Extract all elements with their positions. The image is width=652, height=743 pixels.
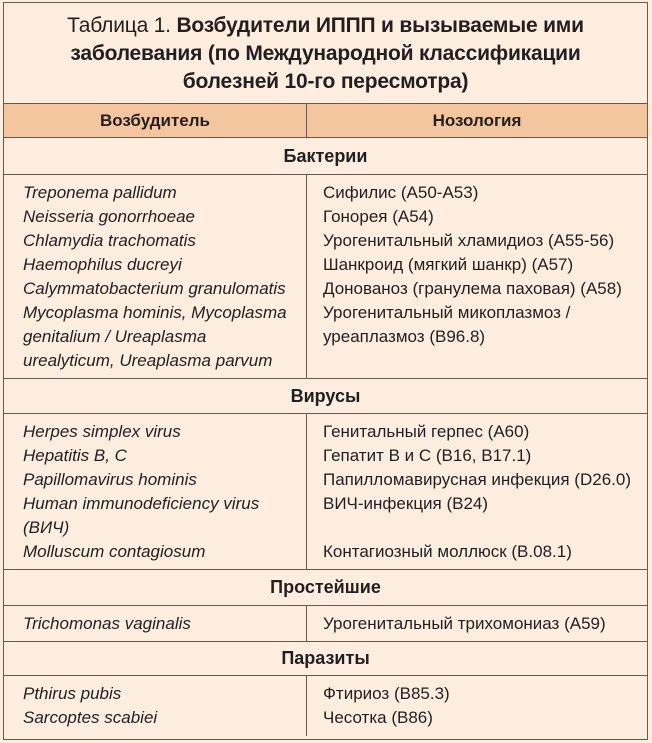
table: [3, 2, 648, 740]
pathogen-line: Pthirus pubis: [23, 684, 122, 703]
title-line-1: Возбудители ИППП и вызываемые ими: [176, 14, 584, 37]
pathogen-line: Neisseria gonorrhoeae: [23, 207, 195, 226]
pathogen-line: (ВИЧ): [23, 518, 70, 537]
nosology-cell: [307, 606, 647, 641]
nosology-cell: [307, 414, 647, 569]
pathogen-line: urealyticum, Ureaplasma parvum: [23, 351, 273, 370]
pathogen-cell: [4, 606, 307, 641]
nosology-line: ВИЧ-инфекция (В24): [323, 494, 489, 513]
table-row: [4, 676, 647, 736]
section-heading: Простейшие: [4, 570, 647, 606]
pathogen-line: Treponema pallidum: [23, 183, 177, 202]
nosology-line: Контагиозный моллюск (В.08.1): [323, 542, 572, 561]
pathogen-line: Herpes simplex virus: [23, 422, 181, 441]
title-line-2: заболевания (по Международной классификации: [70, 42, 581, 65]
pathogen-line: Papillomavirus hominis: [23, 470, 197, 489]
section-heading: Бактерии: [4, 138, 647, 175]
nosology-line: Урогенитальный трихомониаз (А59): [323, 614, 606, 633]
pathogen-line: Trichomonas vaginalis: [23, 614, 191, 633]
pathogen-line: Calymmatobacterium granulomatis: [23, 279, 286, 298]
nosology-line: Урогенитальный хламидиоз (А55-56): [323, 231, 615, 250]
pathogen-line: genitalium / Ureaplasma: [23, 327, 207, 346]
table-row: [4, 606, 647, 642]
pathogen-cell: [4, 676, 307, 736]
section-heading: Вирусы: [4, 379, 647, 414]
nosology-line: [323, 349, 647, 373]
header-pathogen: Возбудитель: [4, 104, 307, 137]
nosology-line: [323, 516, 647, 540]
pathogen-cell: [4, 175, 307, 378]
nosology-cell: [307, 175, 647, 378]
nosology-line: Генитальный герпес (А60): [323, 422, 530, 441]
pathogen-line: Human immunodeficiency virus: [23, 494, 260, 513]
table-row: [4, 414, 647, 570]
nosology-line: Папилломавирусная инфекция (D26.0): [323, 470, 631, 489]
nosology-line: Гонорея (А54): [323, 207, 434, 226]
title-line-3: болезней 10-го пересмотра): [182, 70, 469, 93]
nosology-line: Урогенитальный микоплазмоз /: [323, 303, 571, 322]
pathogen-line: Haemophilus ducreyi: [23, 255, 182, 274]
nosology-line: Гепатит В и С (В16, В17.1): [323, 446, 532, 465]
pathogen-line: Chlamydia trachomatis: [23, 231, 196, 250]
nosology-line: Донованоз (гранулема паховая) (А58): [323, 279, 622, 298]
pathogen-line: Hepatitis B, C: [23, 446, 127, 465]
pathogen-line: Mycoplasma hominis, Mycoplasma: [23, 303, 287, 322]
section-heading: Паразиты: [4, 642, 647, 676]
pathogen-line: Molluscum contagiosum: [23, 542, 206, 561]
nosology-line: Чесотка (В86): [323, 708, 433, 727]
header-nosology: Нозология: [432, 110, 522, 130]
nosology-cell: [307, 676, 647, 736]
nosology-line: Шанкроид (мягкий шанкр) (А57): [323, 255, 574, 274]
title-prefix: Таблица 1.: [67, 14, 177, 37]
table-header: [4, 104, 647, 138]
table-row: [4, 175, 647, 379]
table-title: [4, 3, 647, 104]
nosology-line: уреаплазмоз (В96.8): [323, 327, 486, 346]
nosology-line: Сифилис (А50-А53): [323, 183, 479, 202]
table-body: [4, 138, 647, 736]
nosology-line: Фтириоз (В85.3): [323, 684, 450, 703]
pathogen-cell: [4, 414, 307, 569]
pathogen-line: Sarcoptes scabiei: [23, 708, 158, 727]
